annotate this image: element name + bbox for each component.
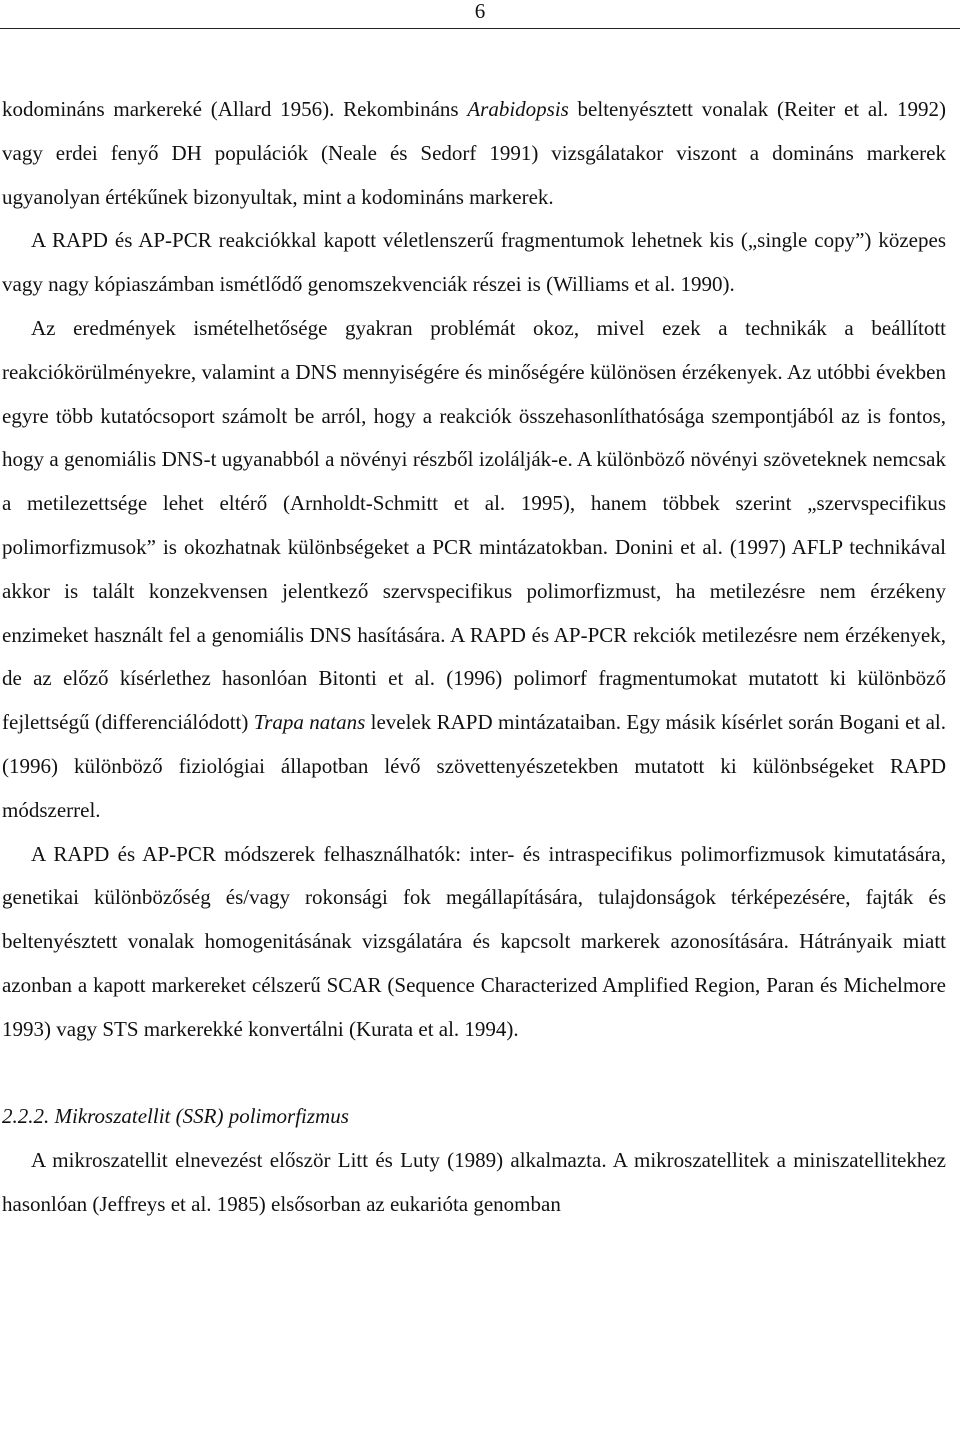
- paragraph-4: A RAPD és AP-PCR módszerek felhasználhatók: inter- és intraspecifikus polimorfizmusok kimutatására, genetikai különbözőség és/vagy rokonsági fok megállapítására, tulajdonságok térképezésére, fajták és beltenyésztett vonalak homogenitásának vizsgálatára és kapcsolt markerek azonosítására. Hátrányaik miatt azonban a kapott markereket célszerű SCAR (Sequence Characterized Amplified Region, Paran és Michelmore 1993) vagy STS markerekké konvertálni (Kurata et al. 1994).: [2, 841, 946, 1041]
- section-spacer: [2, 1052, 946, 1096]
- section-title: 2.2.2. Mikroszatellit (SSR) polimorfizmus: [2, 1104, 349, 1129]
- paragraph-3-text-a: Az eredmények ismételhetősége gyakran problémát okoz, mivel ezek a technikák a beállított reakciókörülményekre, valamint a DNS mennyiségére és minőségére különösen érzékenyek. Az utóbbi években egyre több kutatócsoport számolt be arról, hogy a reakciók összehasonlíthatósága szempontjából az is fontos, hogy a genomiális DNS-t ugyanabból a növényi részből izolálják-e. A különböző növényi szöveteknek nemcsak a metilezettsége lehet eltérő (Arnholdt-Schmitt et al. 1995), hanem többek szerint „szervspecifikus polimorfizmusok” is okozhatnak különbségeket a PCR mintázatokban. Donini et al. (1997) AFLP technikával akkor is talált konzekvensen jelentkező szervspecifikus polimorfizmust, ha metilezésre nem érzékeny enzimeket használt fel a genomiális DNS hasítására. A RAPD és AP-PCR rekciók metilezésre nem érzékenyek, de az előző kísérlethez hasonlóan Bitonti et al. (1996) polimorf fragmentumokat mutatott ki különböző fejlettségű (differenciálódott): [2, 315, 946, 735]
- paragraph-1-text-a: kodomináns markereké (Allard 1956). Rekombináns: [2, 97, 468, 121]
- paragraph-2: A RAPD és AP-PCR reakciókkal kapott véletlenszerű fragmentumok lehetnek kis („single copy”) közepes vagy nagy kópiaszámban ismétlődő genomszekvenciák részei is (Williams et al. 1990).: [2, 228, 946, 297]
- section-paragraph-1: A mikroszatellit elnevezést először Litt és Luty (1989) alkalmazta. A mikroszatellitek a miniszatellitekhez hasonlóan (Jeffreys et al. 1985) elsősorban az eukarióta genomban: [2, 1148, 946, 1216]
- paragraph-3-text-b: levelek RAPD mintázataiban. Egy másik kísérlet során Bogani et al. (1996) különböző fiziológiai állapotban lévő szövettenyészetekben mutatott ki különbségeket RAPD módszerrel.: [2, 710, 946, 822]
- paragraph-3: [2, 307, 946, 833]
- paragraph-3-italic: Trapa natans: [253, 710, 366, 735]
- paragraph-1: [2, 88, 946, 219]
- header-rule: [0, 28, 960, 29]
- document-body: [2, 88, 946, 1227]
- page-number: 6: [474, 0, 486, 23]
- paragraph-1-italic: Arabidopsis: [467, 97, 569, 121]
- paragraph-1-text-b: beltenyésztett vonalak (Reiter et al. 1992) vagy erdei fenyő DH populációk (Neale és Sedorf 1991) vizsgálatakor viszont a domináns markerek ugyanolyan értékűnek bizonyultak, mint a kodomináns markerek.: [2, 97, 946, 209]
